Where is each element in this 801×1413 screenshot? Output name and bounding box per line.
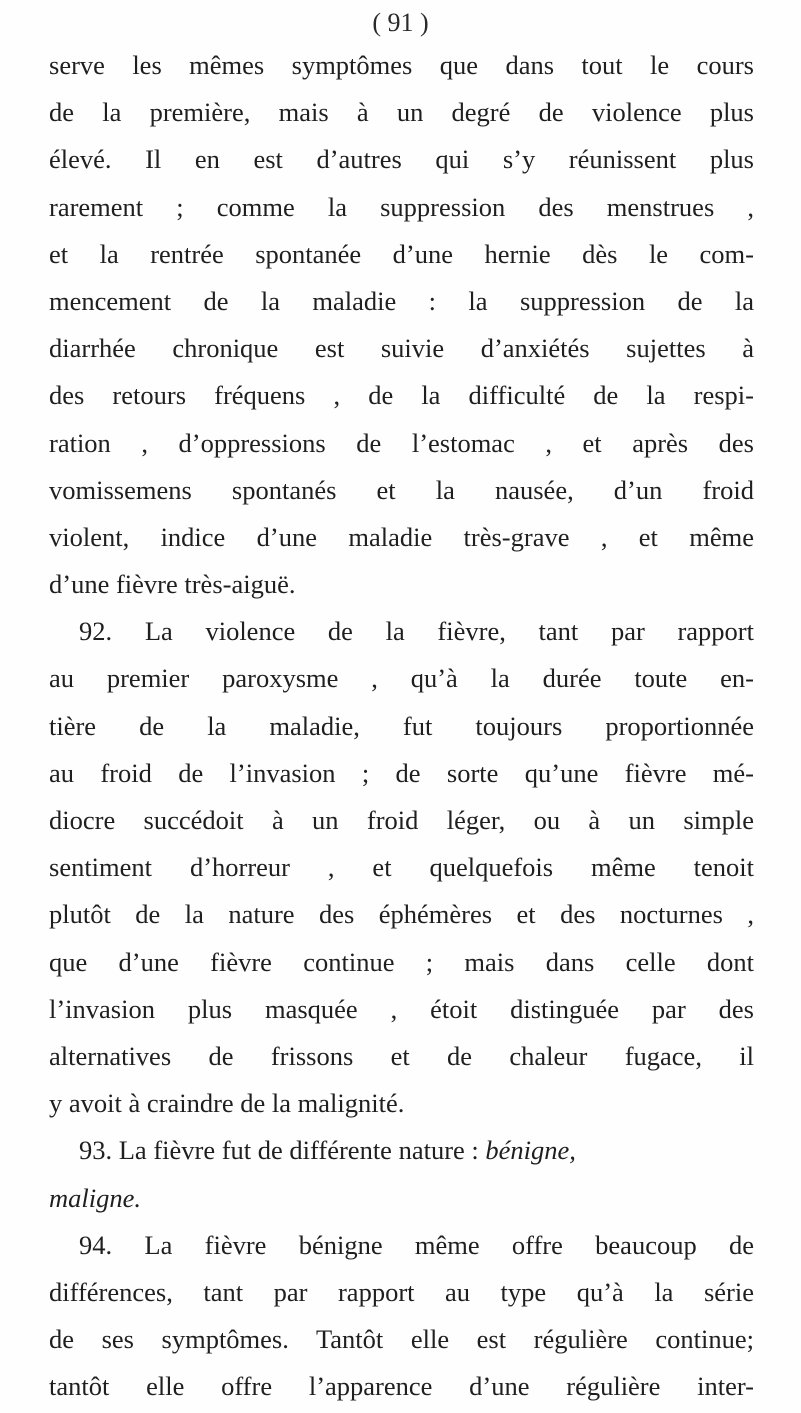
paragraph-93-continuation: maligne.	[49, 1182, 141, 1213]
text-line: au premier paroxysme , qu’à la durée toute en-	[49, 663, 754, 694]
paragraph-93-text: 93. La fièvre fut de différente nature :	[79, 1135, 486, 1166]
text-line: et la rentrée spontanée d’une hernie dès le com-	[49, 238, 754, 269]
text-line: y avoit à craindre de la malignité.	[49, 1088, 405, 1119]
text-line: diocre succédoit à un froid léger, ou à un simple	[49, 805, 754, 835]
text-line: sentiment d’horreur , et quelquefois même tenoit	[49, 852, 754, 883]
text-line: au froid de l’invasion ; de sorte qu’une fièvre mé-	[49, 757, 754, 788]
text-line: diarrhée chronique est suivie d’anxiétés sujettes à	[49, 333, 754, 364]
text-line: violent, indice d’une maladie très-grave , et même	[49, 521, 754, 552]
text-line: élevé. Il en est d’autres qui s’y réunissent plus	[49, 144, 754, 175]
body-text	[49, 42, 754, 1410]
text-line: que d’une fièvre continue ; mais dans celle dont	[49, 946, 754, 977]
text-line: différences, tant par rapport au type qu’à la série	[49, 1276, 754, 1307]
text-line: tantôt elle offre l’apparence d’une régulière inter-	[49, 1371, 754, 1402]
paragraph-93-start	[49, 1127, 754, 1174]
paragraph-94-start: 94. La fièvre bénigne même offre beaucoup de	[79, 1229, 754, 1260]
page-number: ( 91 )	[372, 8, 429, 37]
text-line: des retours fréquens , de la difficulté de la respi-	[49, 380, 754, 411]
text-line: de ses symptômes. Tantôt elle est régulière continue;	[49, 1324, 754, 1355]
text-line: l’invasion plus masquée , étoit distinguée par des	[49, 993, 754, 1024]
text-line: serve les mêmes symptômes que dans tout le cours	[49, 50, 754, 80]
text-line: rarement ; comme la suppression des menstrues ,	[49, 191, 754, 222]
text-line: ration , d’oppressions de l’estomac , et après des	[49, 427, 754, 458]
text-line: mencement de la maladie : la suppression de la	[49, 285, 754, 316]
text-line: vomissemens spontanés et la nausée, d’un froid	[49, 474, 754, 505]
paragraph-93-italic: bénigne,	[485, 1135, 576, 1166]
text-line: alternatives de frissons et de chaleur fugace, il	[49, 1040, 754, 1071]
text-line: plutôt de la nature des éphémères et des nocturnes ,	[49, 899, 754, 930]
text-line: tière de la maladie, fut toujours proportionnée	[49, 710, 754, 741]
paragraph-92-start: 92. La violence de la fièvre, tant par rapport	[79, 616, 754, 647]
text-line: d’une fièvre très-aiguë.	[49, 569, 296, 600]
text-line: de la première, mais à un degré de violence plus	[49, 97, 754, 128]
